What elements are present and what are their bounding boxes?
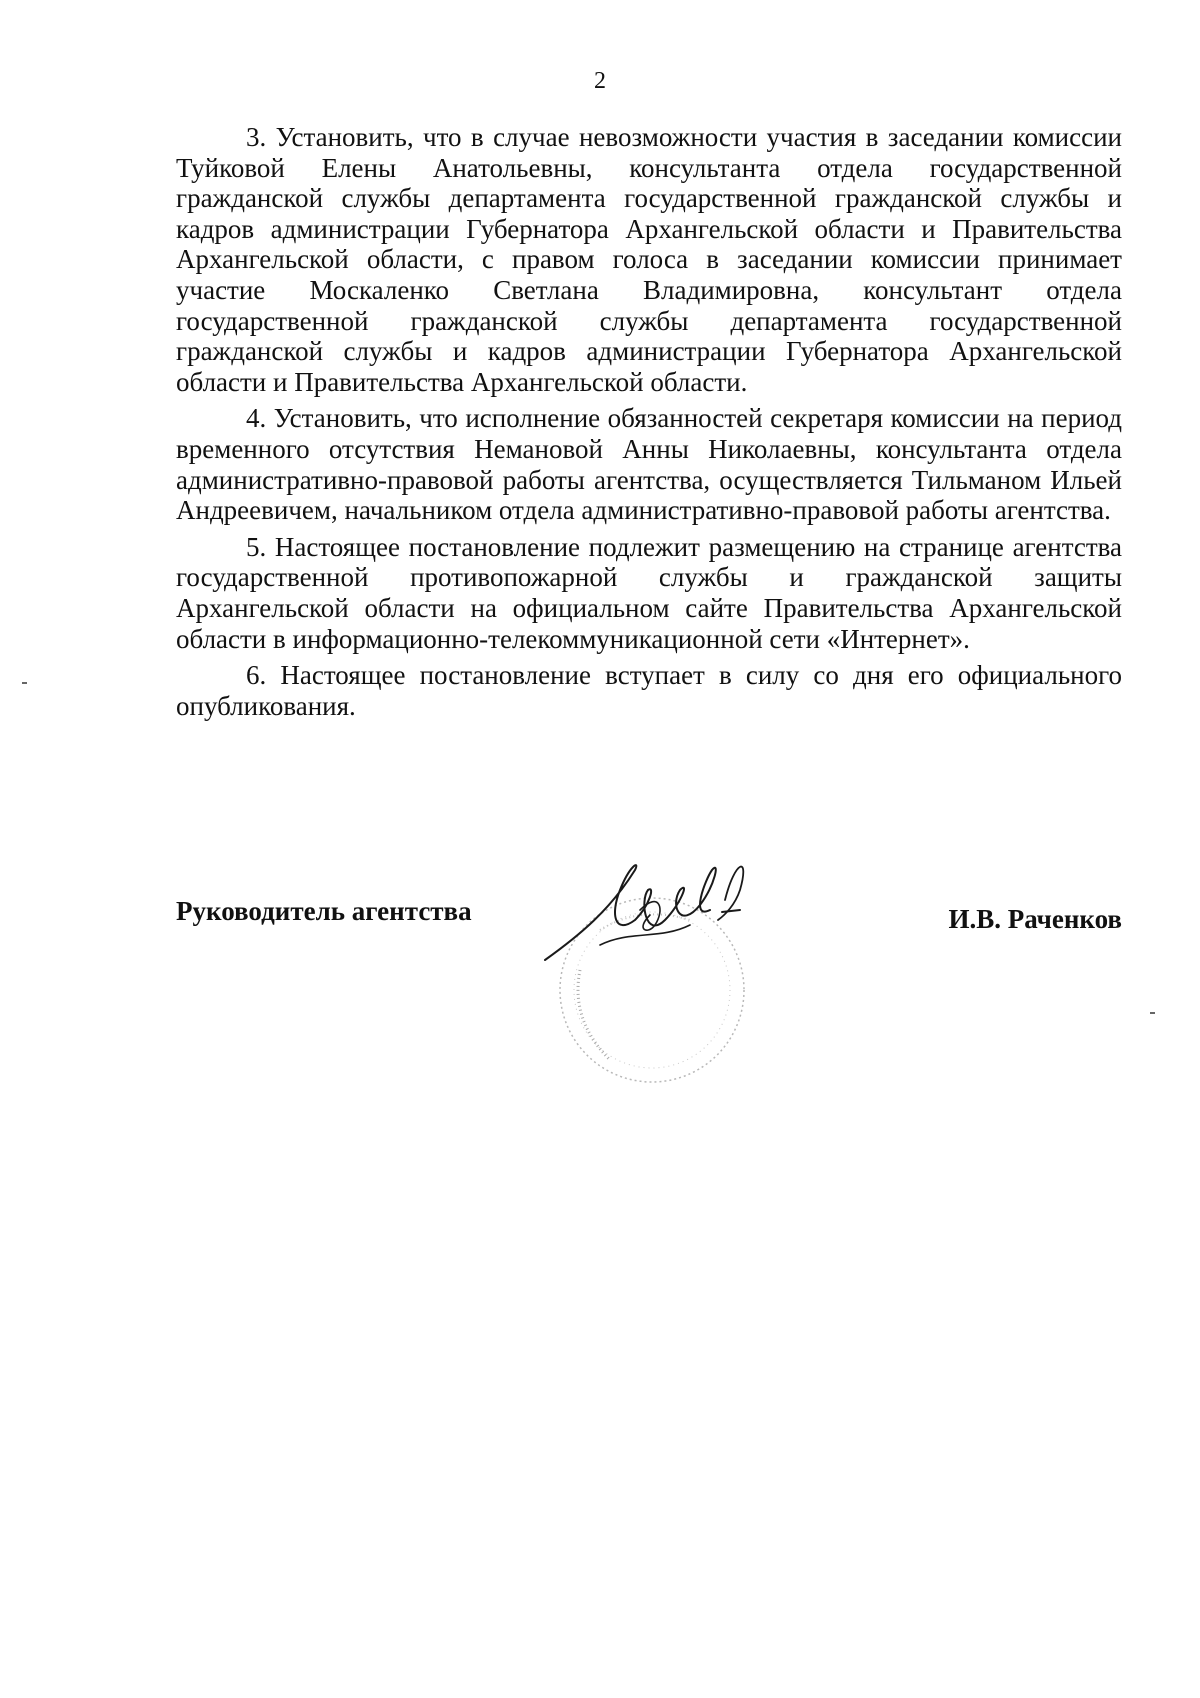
scan-speck (22, 682, 27, 684)
signature-block (176, 895, 1122, 935)
paragraph-5: 5. Настоящее постановление подлежит размещению на странице агентства государственной противопожарной службы и гражданской защиты Архангельской области на официальном сайте Правительства Архангельской области в информационно-телекоммуникационной сети «Интернет». (176, 531, 1122, 654)
paragraph-4: 4. Установить, что исполнение обязанностей секретаря комиссии на период временного отсутствия Немановой Анны Николаевны, консультанта отдела административно-правовой работы агентства, осуществляется Тильманом Ильей Андреевичем, начальником отдела административно-правовой работы агентства. (176, 403, 1122, 526)
signatory-position: Руководитель агентства (176, 896, 472, 926)
document-body (176, 122, 1122, 727)
paragraph-6: 6. Настоящее постановление вступает в силу со дня его официального опубликования. (176, 660, 1122, 721)
paragraph-3: 3. Установить, что в случае невозможности участия в заседании комиссии Туйковой Елены Анатольевны, консультанта отдела государственной гражданской службы департамента государственной гражданской службы и кадров администрации Губернатора Архангельской области и Правительства Архангельской области, с правом голоса в заседании комиссии принимает участие Москаленко Светлана Владимировна, консультант отдела государственной гражданской службы департамента государственной гражданской службы и кадров администрации Губернатора Архангельской области и Правительства Архангельской области. (176, 122, 1122, 397)
scan-speck (1150, 1012, 1155, 1014)
page-number: 2 (594, 68, 606, 94)
signatory-name: И.В. Раченков (948, 904, 1122, 934)
